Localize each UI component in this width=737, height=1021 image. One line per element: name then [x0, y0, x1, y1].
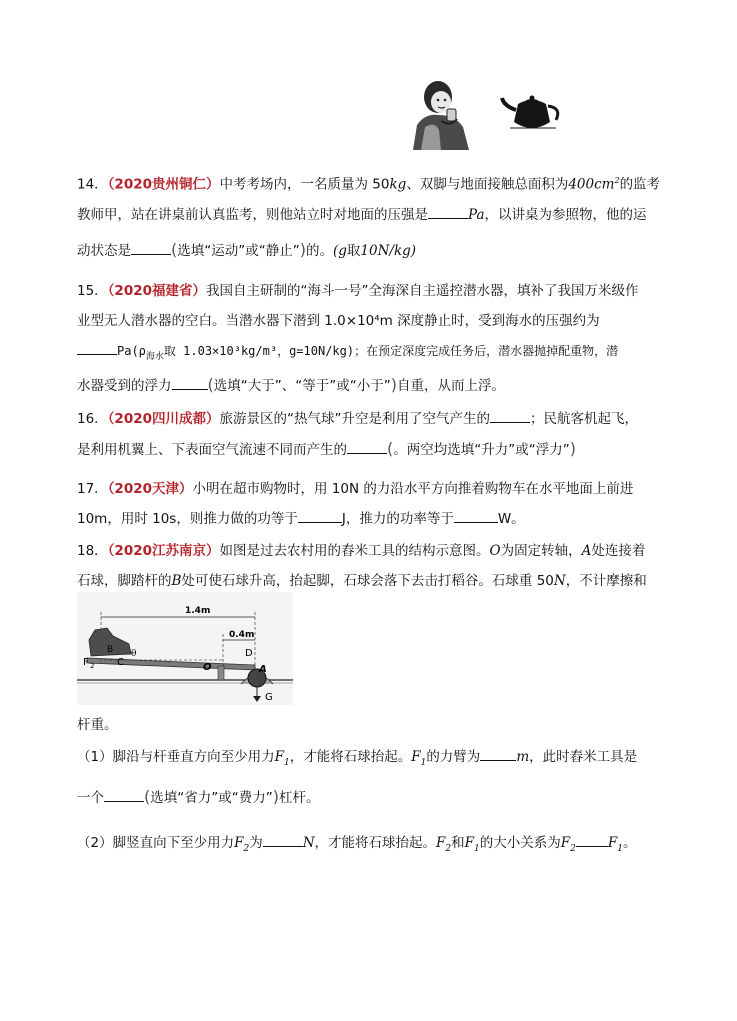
- q18-blank-lever-type[interactable]: [104, 789, 144, 802]
- svg-text:2: 2: [90, 662, 95, 670]
- q15-number: 15．: [77, 283, 108, 299]
- q18-blank-arm[interactable]: [480, 748, 516, 761]
- q18-part1-line2: 一个 (选填“省力”或“费力”)杠杆。: [77, 787, 320, 806]
- q15-line4: 水器受到的浮力 (选填“大于”、“等于”或“小于”)自重，从而上浮。: [77, 375, 505, 394]
- q16-blank-2[interactable]: [347, 441, 387, 454]
- q14-blank-motion[interactable]: [131, 242, 171, 255]
- label-B: B: [107, 645, 114, 655]
- q15-line1: 15．（2020福建省）我国自主研制的“海斗一号”全海深自主遥控潜水器，填补了我国万米级作: [77, 283, 639, 299]
- q15-line2: 业型无人潜水器的空白。当潜水器下潜到 1.0×10⁴m 深度静止时，受到海水的压强约为: [77, 313, 600, 329]
- teapot-illustration: [500, 92, 566, 134]
- q17-source: （2020天津）: [107, 481, 193, 497]
- label-theta: θ: [131, 649, 137, 659]
- q16-number: 16．: [77, 411, 108, 427]
- q17-line1: 17．（2020天津）小明在超市购物时，用 10N 的力沿水平方向推着购物车在水平地面上前进: [77, 481, 634, 497]
- q17-line2: 10m，用时 10s，则推力做的功等于 J，推力的功率等于 W。: [77, 511, 525, 527]
- label-A: A: [259, 664, 267, 675]
- label-1-4m: 1.4m: [185, 606, 211, 616]
- q17-blank-power[interactable]: [454, 510, 498, 523]
- q14-blank-pressure[interactable]: [428, 206, 468, 219]
- q16-line1: 16．（2020四川成都）旅游景区的“热气球”升空是利用了空气产生的 ；民航客机起飞，: [77, 411, 639, 427]
- q15-line3: $Pa(\rho_{海水}$取 1.03×10³kg/m³，g=10N/kg)；在预定深度完成任务后，潜水器抛掉配重物，潜: [77, 342, 618, 366]
- q18-line1: 18．（2020江苏南京）如图是过去农村用的舂米工具的结构示意图。O为固定转轴，A处连接着: [77, 543, 646, 559]
- q14-number: 14．: [77, 176, 108, 193]
- q16-line2: 是利用机翼上、下表面空气流速不同而产生的 (。两空均选填“升力”或“浮力”): [77, 439, 576, 458]
- q18-source: （2020江苏南京）: [107, 543, 220, 559]
- label-G: G: [265, 692, 273, 703]
- label-C: C: [117, 657, 124, 668]
- q14-line3: 动状态是 (选填“运动”或“静止”)的。(g取10N/kg): [77, 240, 417, 259]
- label-F2: F: [83, 657, 89, 668]
- q18-number: 18．: [77, 543, 108, 559]
- q14-line2: 教师甲，站在讲桌前认真监考，则他站立时对地面的压强是 Pa，以讲桌为参照物，他的运: [77, 207, 647, 223]
- q14-line1: 14．（2020贵州铜仁）中考考场内，一名质量为 50kg、双脚与地面接触总面积为$400cm^2$的监考: [77, 176, 661, 193]
- label-0-4m: 0.4m: [229, 630, 255, 640]
- q18-part1-line1: （1）脚沿与杆垂直方向至少用力$F_1$，才能将石球抬起。$F_1$的力臂为 m，此时舂米工具是: [77, 749, 638, 768]
- lever-diagram: [77, 592, 293, 705]
- label-O: O: [203, 662, 212, 673]
- q18-part2-line: （2）脚竖直向下至少用力$F_2$为 N，才能将石球抬起。$F_2$和$F_1$的大小关系为$F_2$ $F_1$。: [77, 835, 637, 854]
- q14-source: （2020贵州铜仁）: [107, 176, 220, 193]
- q16-blank-1[interactable]: [490, 410, 530, 423]
- q18-blank-compare[interactable]: [576, 834, 608, 847]
- label-D: D: [245, 648, 253, 659]
- q18-blank-force[interactable]: [263, 834, 303, 847]
- q18-line3: 杆重。: [77, 717, 118, 733]
- man-drinking-illustration: [405, 75, 475, 150]
- q17-number: 17．: [77, 481, 108, 497]
- q15-source: （2020福建省）: [107, 283, 207, 299]
- q17-blank-work[interactable]: [298, 510, 342, 523]
- q18-line2: 石球，脚踏杆的B处可使石球升高，抬起脚，石球会落下去击打稻谷。石球重 50N，不计摩擦和: [77, 573, 647, 589]
- q15-blank-pressure[interactable]: [77, 342, 117, 355]
- q16-source: （2020四川成都）: [107, 411, 220, 427]
- q15-blank-buoyancy[interactable]: [172, 377, 208, 390]
